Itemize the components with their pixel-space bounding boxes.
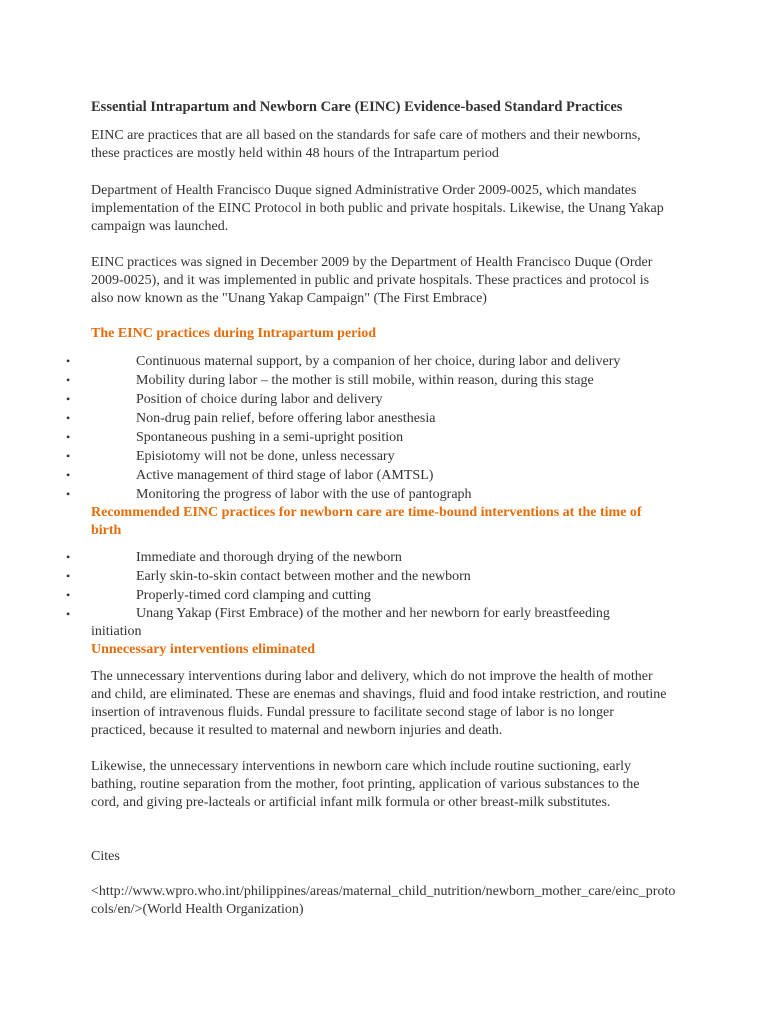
list-item: • Mobility during labor – the mother is still mobile, within reason, during this stage <box>66 373 594 388</box>
cites-label: Cites <box>91 849 120 864</box>
unnecessary-labor-paragraph: The unnecessary interventions during labor and delivery, which do not improve the health of mother and child, are eliminated. These are enemas and shavings, fluid and food intake restriction, and routine insertion of intravenous fluids. Fundal pressure to facilitate second stage of labor is no longer practiced, because it resulted to maternal and newborn injuries and death. <box>91 669 667 738</box>
citation-link[interactable]: <http://www.wpro.who.int/philippines/areas/maternal_child_nutrition/newborn_mother_care/einc_protocols/en/>(World Health Organization) <box>91 884 676 917</box>
list-item: • Early skin-to-skin contact between mother and the newborn <box>66 569 471 584</box>
bullet-icon: • <box>66 569 71 583</box>
bullet-icon: • <box>66 588 71 602</box>
list-item: • Properly-timed cord clamping and cutting <box>66 588 371 603</box>
newborn-care-list <box>0 548 680 641</box>
bullet-icon: • <box>66 468 71 482</box>
list-item: • Active management of third stage of labor (AMTSL) <box>66 468 434 483</box>
list-item: • Position of choice during labor and delivery <box>66 392 383 407</box>
list-item: • Non-drug pain relief, before offering labor anesthesia <box>66 411 436 426</box>
intrapartum-heading: The EINC practices during Intrapartum period <box>91 326 377 341</box>
intrapartum-list <box>0 352 680 504</box>
list-item: • Continuous maternal support, by a companion of her choice, during labor and delivery <box>66 354 621 369</box>
intro-paragraph: EINC are practices that are all based on the standards for safe care of mothers and their newborns, these practices are mostly held within 48 hours of the Intrapartum period <box>91 128 641 161</box>
doh-order-paragraph: Department of Health Francisco Duque signed Administrative Order 2009-0025, which mandates implementation of the EINC Protocol in both public and private hospitals. Likewise, the Unang Yakap campaign was launched. <box>91 183 664 234</box>
document-title: Essential Intrapartum and Newborn Care (EINC) Evidence-based Standard Practices <box>91 99 623 115</box>
bullet-icon: • <box>66 607 71 621</box>
list-item: • Unang Yakap (First Embrace) of the mother and her newborn for early breastfeeding initiation <box>66 606 610 639</box>
einc-signed-paragraph: EINC practices was signed in December 2009 by the Department of Health Francisco Duque (Order 2009-0025), and it was implemented in public and private hospitals. These practices and protocol is also now known as the "Unang Yakap Campaign" (The First Embrace) <box>91 255 653 306</box>
list-item: • Immediate and thorough drying of the newborn <box>66 550 402 565</box>
unnecessary-newborn-paragraph: Likewise, the unnecessary interventions in newborn care which include routine suctioning, early bathing, routine separation from the mother, foot printing, application of various substances to the cord, and giving pre-lacteals or artificial infant milk formula or other breast-milk substitutes. <box>91 759 640 810</box>
newborn-care-heading: Recommended EINC practices for newborn care are time-bound interventions at the time of birth <box>91 505 642 538</box>
bullet-icon: • <box>66 354 71 368</box>
bullet-icon: • <box>66 449 71 463</box>
bullet-icon: • <box>66 392 71 406</box>
bullet-icon: • <box>66 487 71 501</box>
bullet-icon: • <box>66 411 71 425</box>
unnecessary-interventions-heading: Unnecessary interventions eliminated <box>91 642 315 657</box>
bullet-icon: • <box>66 373 71 387</box>
bullet-icon: • <box>66 550 71 564</box>
bullet-icon: • <box>66 430 71 444</box>
list-item: • Monitoring the progress of labor with the use of pantograph <box>66 487 472 502</box>
list-item: • Spontaneous pushing in a semi-upright position <box>66 430 404 445</box>
list-item: • Episiotomy will not be done, unless necessary <box>66 449 395 464</box>
